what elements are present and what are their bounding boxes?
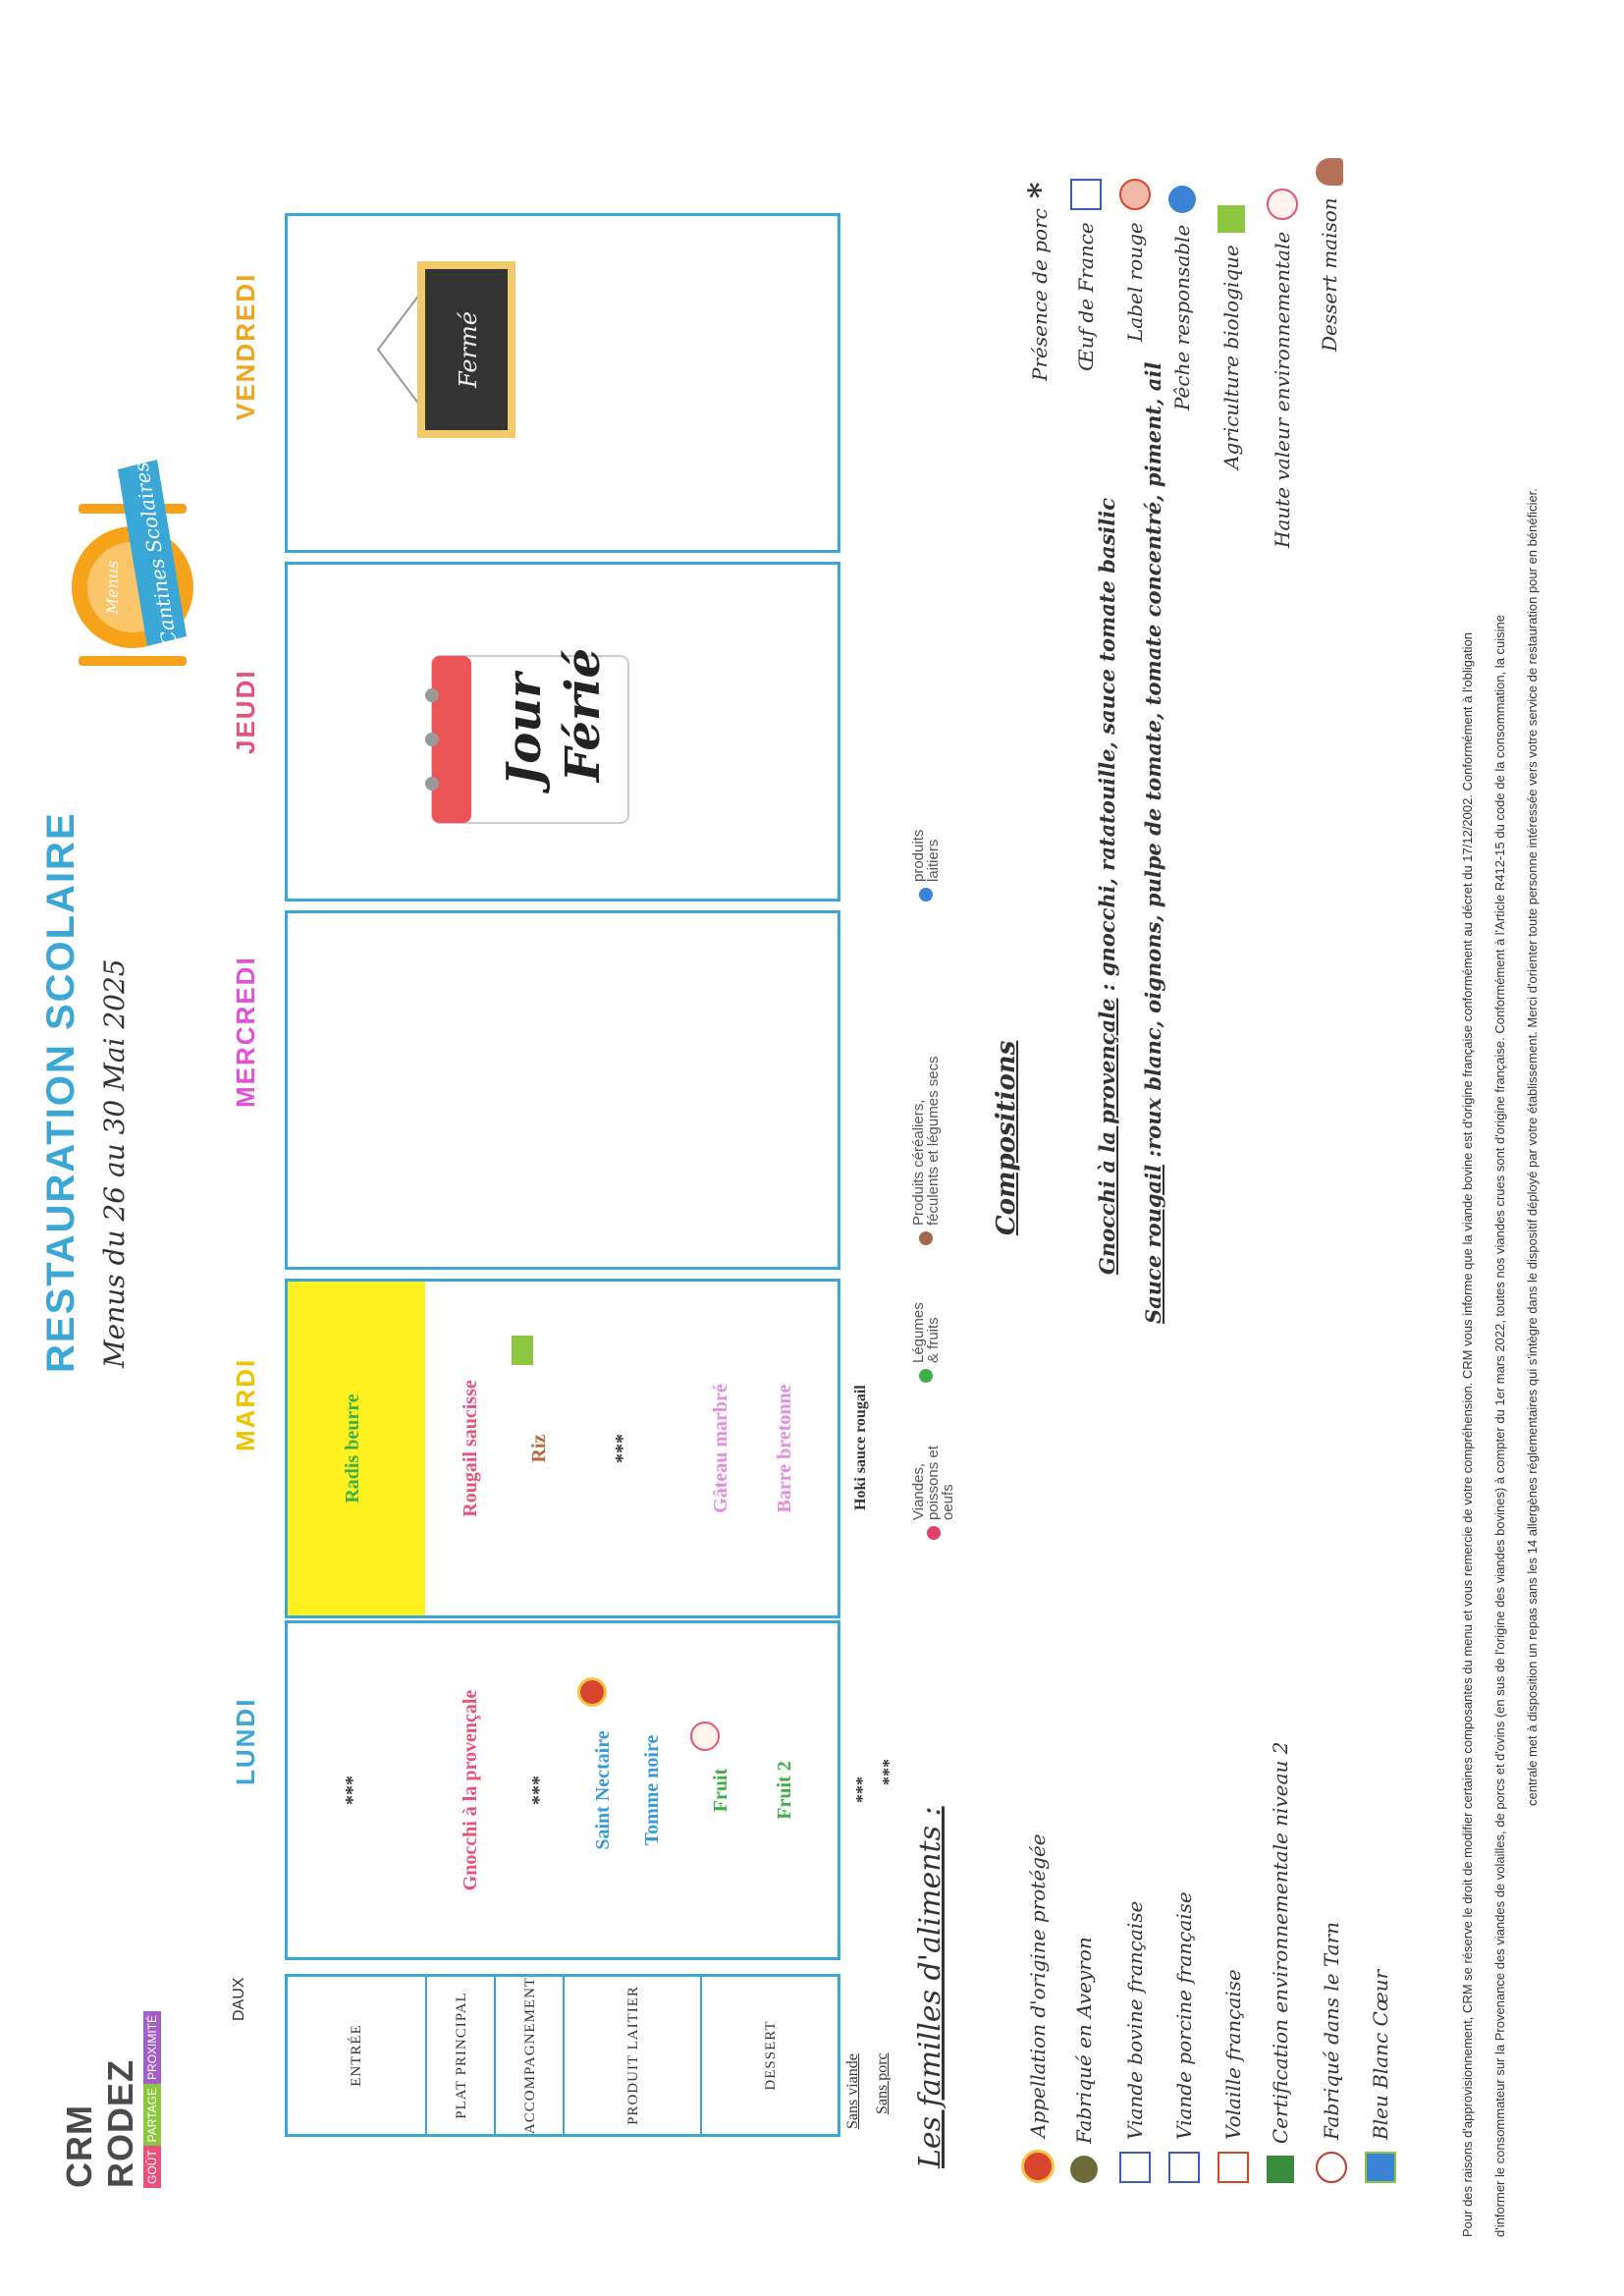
familles-title: Les familles d'aliments :	[913, 1806, 947, 2168]
crm-logo	[59, 2014, 161, 2188]
label-peche	[1168, 186, 1196, 410]
label-vbf	[1119, 1901, 1151, 2183]
row-label-entree: ENTRÉE	[348, 2024, 364, 2087]
row-label-accompagnement: ACCOMPAGNEMENT	[494, 1977, 565, 2134]
sans-viande-label: Sans viande	[844, 2053, 861, 2129]
family-viandes	[911, 1412, 955, 1540]
mardi-entree: Radis beurre	[342, 1394, 363, 1503]
mardi-dessert-1: Gâteau marbré	[710, 1384, 731, 1513]
daux-label: DAUX	[231, 1977, 247, 2021]
compositions-title: Compositions	[992, 1040, 1021, 1235]
footer-line-2: d'informer le consommateur sur la Provenance des viandes de volailles, de porcs et d'ovins (en sus de l'origine des viandes bovines) à compter du 1er mars 2022, toutes nos viandes crues sont d'origine française. Conformément à l'Article R412-15 du code de la consommation, la cuisine	[1492, 614, 1507, 2237]
mardi-plat: Rougail saucisse	[460, 1380, 481, 1517]
hve-rond-icon	[690, 1722, 720, 1751]
laitiers-dot-icon	[919, 888, 933, 902]
bio-icon	[512, 1336, 533, 1365]
label-bbc	[1365, 1970, 1396, 2183]
label-aop-text: Appellation d'origine protégée	[1026, 1833, 1050, 2138]
hve-icon	[1267, 2156, 1294, 2183]
label-oeuf	[1070, 179, 1102, 371]
jour-ferie-line1: Jour	[497, 673, 552, 787]
comp-rougail-name: Sauce rougail	[1141, 1164, 1165, 1324]
label-vpf	[1168, 1891, 1200, 2183]
label-vpf-text: Viande porcine française	[1172, 1891, 1196, 2140]
day-jeudi: JEUDI	[231, 669, 260, 754]
tag-gout: GOÛT	[143, 2146, 161, 2188]
jour-ferie-illustration	[373, 587, 668, 862]
label-bbc-text: Bleu Blanc Cœur	[1369, 1969, 1392, 2140]
lundi-dessert-2: Fruit 2	[774, 1761, 795, 1820]
label-label-rouge	[1119, 179, 1151, 342]
comp-rougail-text: :roux blanc, oignons, pulpe de tomate, tomate concentré, piment, ail	[1141, 361, 1165, 1165]
label-bio	[1218, 205, 1245, 469]
tag-proximite: PROXIMITÉ	[143, 2011, 161, 2084]
vpf-icon	[1168, 2152, 1200, 2183]
label-bio-text: Agriculture biologique	[1219, 245, 1243, 469]
asterisk-icon: *	[1021, 182, 1058, 199]
family-cereales	[911, 1039, 941, 1245]
family-legumes	[911, 1294, 941, 1383]
tag-partage: PARTAGE	[143, 2084, 161, 2146]
label-oeuf-text: Œuf de France	[1074, 222, 1098, 371]
lundi-sans-viande: ***	[852, 1777, 872, 1803]
row-label-laitier: PRODUIT LAITIER	[563, 1977, 702, 2134]
ferme-text: Fermé	[455, 311, 482, 388]
comp-gnocchi-name: Gnocchi à la provençale	[1095, 998, 1119, 1275]
page-title: RESTAURATION SCOLAIRE	[39, 811, 82, 1373]
day-lundi: LUNDI	[231, 1697, 260, 1785]
row-label-plat: PLAT PRINCIPAL	[425, 1977, 496, 2134]
bio-icon	[1218, 205, 1245, 233]
page-subtitle: Menus du 26 au 30 Mai 2025	[98, 958, 131, 1368]
label-tarn	[1316, 1922, 1347, 2183]
aop-icon	[1021, 2150, 1055, 2183]
crm-logo-tags	[143, 2014, 161, 2188]
row-label-dessert: DESSERT	[700, 1977, 839, 2134]
jour-ferie-line2: Férié	[556, 647, 611, 783]
vf-icon	[1218, 2152, 1249, 2183]
day-box-mardi	[285, 1279, 840, 1618]
legumes-dot-icon	[919, 1369, 933, 1383]
label-hve-rond-text: Haute valeur environnementale	[1271, 231, 1294, 548]
label-label-rouge-text: Label rouge	[1123, 222, 1147, 342]
lundi-accompagnement: ***	[528, 1776, 550, 1805]
ferme-sign	[373, 251, 520, 448]
family-legumes-label: Légumes & fruits	[910, 1302, 942, 1363]
label-hve-rond	[1267, 189, 1298, 548]
label-aop	[1021, 1833, 1055, 2183]
msc-icon	[1168, 186, 1196, 213]
lundi-sans-porc: ***	[879, 1759, 898, 1785]
aop-icon	[577, 1677, 607, 1707]
label-aveyron-text: Fabriqué en Aveyron	[1072, 1937, 1096, 2144]
label-vbf-text: Viande bovine française	[1123, 1900, 1147, 2140]
label-porc	[1021, 182, 1058, 381]
aveyron-icon	[1070, 2156, 1098, 2183]
footer-line-1: Pour des raisons d'approvisionnement, CRM se réserve le droit de modifier certaines composantes du menu et vous remercie de votre compréhension. CRM vous informe que la viande bovine est d'origine française conformément au décret du 17/12/2002. Conformément à l'obligation	[1460, 631, 1475, 2237]
label-porc-text: Présence de porc	[1028, 208, 1052, 381]
footer-line-3: centrale met à disposition un repas sans les 14 allergènes réglementaires qui s'intègre dans le dispositif déployé par votre établissement. Merci d'orienter toute personne intéressée vers votre service de restauration pour en bénéficier.	[1525, 488, 1540, 1806]
cereales-dot-icon	[919, 1231, 933, 1245]
tarn-icon	[1316, 2152, 1347, 2183]
label-rouge-icon	[1119, 179, 1151, 210]
day-box-mercredi	[285, 910, 840, 1270]
row-labels	[285, 1974, 840, 2137]
day-box-lundi	[285, 1620, 840, 1960]
label-vf-text: Volaille française	[1221, 1969, 1245, 2140]
emblem-top-text: Menus	[103, 560, 122, 615]
day-mercredi: MERCREDI	[231, 956, 260, 1108]
vbf-icon	[1119, 2152, 1151, 2183]
label-tarn-text: Fabriqué dans le Tarn	[1320, 1921, 1343, 2140]
day-box-vendredi	[285, 213, 840, 553]
family-cereales-label: Produits céréaliers, féculents et légumes secs	[910, 1056, 942, 1226]
comp-gnocchi	[1095, 498, 1119, 1275]
family-laitiers	[911, 813, 941, 902]
lundi-laitier-2: Tomme noire	[641, 1734, 663, 1846]
mardi-sans-porc: Hoki sauce rougail	[852, 1385, 869, 1510]
cantines-scolaires-emblem	[39, 430, 226, 685]
mardi-laitier: ***	[612, 1434, 633, 1463]
day-mardi: MARDI	[231, 1357, 260, 1451]
lundi-entree: ***	[342, 1776, 363, 1805]
label-aveyron	[1070, 1937, 1098, 2183]
sans-porc-label: Sans porc	[874, 2052, 891, 2114]
comp-gnocchi-text: : gnocchi, ratatouille, sauce tomate basilic	[1095, 497, 1119, 999]
label-peche-text: Pêche responsable	[1170, 224, 1194, 410]
label-hve	[1267, 1742, 1294, 2183]
label-dessert-maison	[1316, 158, 1343, 352]
oeuf-icon	[1070, 179, 1102, 210]
family-viandes-label: Viandes, poissons et oeufs	[910, 1446, 956, 1520]
mardi-dessert-2: Barre bretonne	[774, 1384, 795, 1513]
day-vendredi: VENDREDI	[231, 272, 260, 420]
label-dessert-maison-text: Dessert maison	[1318, 197, 1341, 352]
dessert-maison-icon	[1316, 158, 1343, 186]
label-vf	[1218, 1969, 1249, 2183]
lundi-plat: Gnocchi à la provençale	[460, 1689, 481, 1891]
crm-logo-name: CRM RODEZ	[59, 2059, 140, 2188]
lundi-dessert-1: Fruit	[710, 1768, 731, 1813]
emblem-banner-text: Cantines Scolaires	[129, 460, 182, 648]
mardi-accompagnement: Riz	[528, 1434, 550, 1463]
viandes-dot-icon	[927, 1526, 941, 1540]
label-hve-text: Certification environnementale niveau 2	[1269, 1741, 1292, 2144]
bbc-icon	[1365, 2152, 1396, 2183]
family-laitiers-label: produits laitiers	[910, 829, 942, 882]
hve-rond-icon	[1267, 189, 1298, 220]
comp-rougail	[1141, 362, 1165, 1324]
lundi-laitier-1: Saint Nectaire	[592, 1730, 614, 1850]
